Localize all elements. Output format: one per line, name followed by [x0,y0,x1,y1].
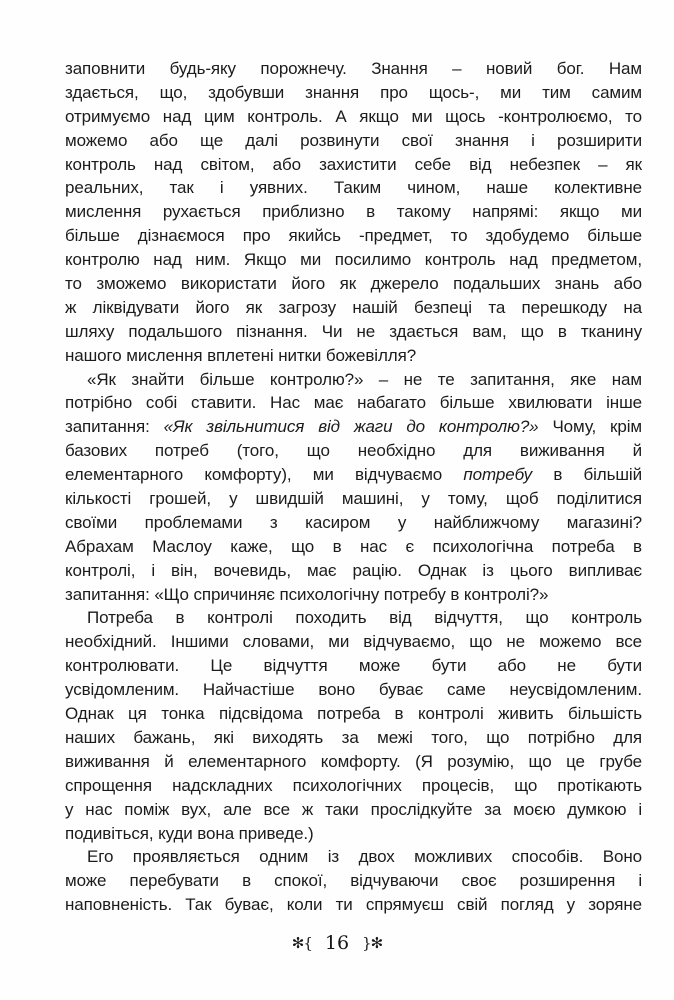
text-line: у нас поміж вух, але все ж таки прослідкуйте за моєю думкою і [65,799,642,819]
right-fleuron-icon: }✻ [362,934,383,952]
text-line: мислення рухається приблизно в такому напрямі: якщо ми [65,202,642,222]
text-line: спрощення надскладних психологічних процесів, що протікають [65,775,642,795]
text-line: контролі, і він, вочевидь, має рацію. Однак із цього випливає [65,560,642,580]
paragraph [65,845,642,917]
text-line: контролю над ним. Якщо ми посилимо контроль над предметом, [65,250,642,270]
text-line: можемо або ще далі розвинути свої знання і розширити [65,130,642,150]
text-line: Его проявляється одним із двох можливих способів. Воно [87,847,642,867]
page-footer [0,934,674,953]
paragraph [65,368,642,607]
text-line: наповненість. Так буває, коли ти спрямуєш свій погляд у зоряне [65,895,642,915]
left-fleuron-icon: ✻{ [291,934,312,952]
text-line: може перебувати в спокої, відчуваючи своє розширення і [65,871,642,891]
page-number: 16 [324,932,350,954]
text-line: Однак ця тонка підсвідома потреба в контролі живить більшість [65,704,642,724]
text-line: виживання й елементарного комфорту. (Я розумію, що це грубе [65,751,642,771]
text-line: подивіться, куди вона приведе.) [65,823,314,843]
text-line: своїми проблемами з касиром у найближчому магазині? [65,512,642,532]
text-line: контроль над світом, або захистити себе від небезпек – як [65,154,642,174]
text-line: Потреба в контролі походить від відчуття, що контроль [87,608,642,628]
text-line: усвідомленим. Найчастіше воно буває саме неусвідомленим. [65,680,642,700]
text-line: запитання: «Як звільнитися від жаги до контролю?» Чому, крім [65,417,643,437]
text-line: то зможемо використати його як джерело подальших знань або [65,274,642,294]
text-line: базових потреб (того, що необхідно для виживання й [65,441,642,461]
text-line: реальних, так і уявних. Таким чином, наше колективне [65,178,642,198]
text-line: «Як знайти більше контролю?» – не те запитання, яке нам [87,369,642,389]
text-line: необхідний. Іншими словами, ми відчуваємо, що не можемо все [65,632,642,652]
text-line: нашого мислення вплетені нитки божевілля? [65,345,417,365]
text-line: запитання: «Що спричиняє психологічну потребу в контролі?» [65,584,549,604]
text-line: потрібно собі ставити. Нас має набагато більше хвилювати інше [65,393,642,413]
text-line: здається, що, здобувши знання про щось-, ми тим самим [65,82,642,102]
text-line: наших бажань, які виходять за межі того, що потрібно для [65,727,642,747]
text-block [65,57,642,917]
text-line: більше дізнаємося про якийсь -предмет, то здобудемо більше [65,226,642,246]
paragraph [65,606,642,845]
text-line: елементарного комфорту), ми відчуваємо потребу в більшій [65,465,642,485]
text-line: кількості грошей, у швидшій машині, у тому, щоб поділитися [65,489,642,509]
paragraph [65,57,642,368]
text-line: Абрахам Маслоу каже, що в нас є психологічна потреба в [65,536,642,556]
text-line: шляху подальшого пізнання. Чи не здається вам, що в тканину [65,321,642,341]
text-line: отримуємо над цим контроль. А якщо ми щось -контролюємо, то [65,106,642,126]
text-line: заповнити будь-яку порожнечу. Знання – новий бог. Нам [65,59,642,78]
text-line: контролювати. Це відчуття може бути або не бути [65,656,642,676]
text-line: ж ліквідувати його як загрозу нашій безпеці та перешкоду на [65,297,642,317]
